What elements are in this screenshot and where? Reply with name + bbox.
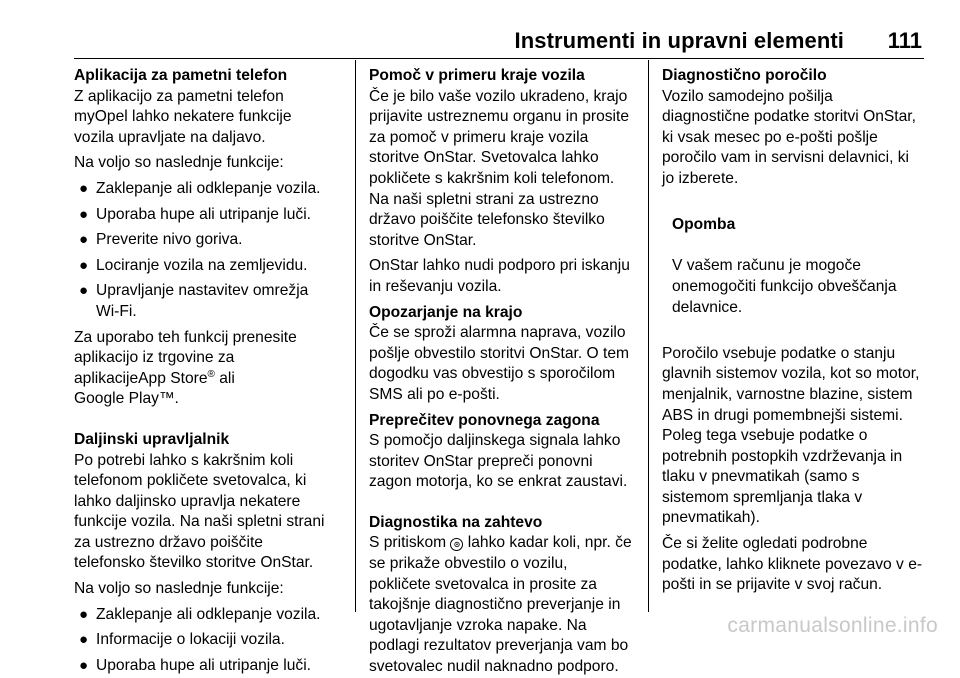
note-title: Opomba xyxy=(672,216,736,234)
bullet-icon: ● xyxy=(79,179,89,197)
diagnostics-body: S pritiskom ⊙ lahko kadar koli, npr. če se prikaže obvestilo o vozilu, pokličete svetovalca in prosite za takojšnje diagnostično preverjanje in ugotavljanje vzroka napake. Na podlagi rezultatov preverjanja vam bo svetovalec nudil naknadno podporo. xyxy=(369,534,632,676)
remote-features-lead: Na voljo so naslednje funkcije: xyxy=(74,580,284,598)
list-item: ● Uporaba hupe ali utripanje luči. xyxy=(74,205,346,226)
remote-feature-list xyxy=(74,605,346,677)
section-heading-alarm: Opozarjanje na krajo xyxy=(369,303,523,321)
restart-body: S pomočjo daljinskega signala lahko storitev OnStar prepreči ponovni zagon motorja, ko se enkrat zaustavi. xyxy=(369,432,628,491)
section-heading-diagnostics: Diagnostika na zahtevo xyxy=(369,513,543,531)
column-3 xyxy=(662,66,936,596)
theft-body-2: OnStar lahko nudi podporo pri iskanju in reševanju vozila. xyxy=(369,257,630,295)
list-item: ● Zaklepanje ali odklepanje vozila. xyxy=(74,605,346,626)
bullet-icon: ● xyxy=(79,256,89,274)
column-2 xyxy=(369,66,645,678)
alarm-body: Če se sproži alarmna naprava, vozilo pošlje obvestilo storitvi OnStar. O tem dogodku vas obvestijo s sporočilom SMS ali po e-pošti. xyxy=(369,324,629,403)
report-body: Vozilo samodejno pošilja diagnostične podatke storitvi OnStar, ki vsak mesec po e-pošti pošlje poročilo vam in servisni delavnici, ki jo izberete. xyxy=(662,87,916,187)
app-features-lead: Na voljo so naslednje funkcije: xyxy=(74,154,284,172)
bullet-icon: ● xyxy=(79,656,89,674)
note-body: V vašem računu je mogoče onemogočiti funkcijo obveščanja delavnice. xyxy=(672,257,897,316)
list-item: ● Informacije o lokaciji vozila. xyxy=(74,630,346,651)
column-divider-2 xyxy=(648,60,649,612)
app-download-text: Za uporabo teh funkcij prenesite aplikacijo iz trgovine za aplikacijeApp Store® ali Google Play™. xyxy=(74,328,297,408)
bullet-icon: ● xyxy=(79,282,89,300)
list-item: ● Preverite nivo goriva. xyxy=(74,230,346,251)
bullet-icon: ● xyxy=(79,231,89,249)
section-heading-restart: Preprečitev ponovnega zagona xyxy=(369,411,600,429)
section-heading-theft: Pomoč v primeru kraje vozila xyxy=(369,67,585,84)
list-item: ● Lociranje vozila na zemljevidu. xyxy=(74,256,346,277)
theft-body: Če je bilo vaše vozilo ukradeno, krajo prijavite ustreznemu organu in prosite za pomoč v primeru kraje vozila storitve OnStar. Svetovalca lahko pokličete s kakršnim koli telefonom. Na naši spletni strani za ustrezno državo poiščite telefonsko številko storitve OnStar. xyxy=(369,87,630,249)
header-rule xyxy=(74,58,924,59)
column-1 xyxy=(74,66,346,676)
report-body-3: Če si želite ogledati podrobne podatke, lahko kliknete povezavo v e- pošti in se prijavite v svoj račun. xyxy=(662,535,923,594)
bullet-icon: ● xyxy=(79,631,89,649)
bullet-icon: ● xyxy=(79,205,89,223)
remote-intro: Po potrebi lahko s kakršnim koli telefonom pokličete svetovalca, ki lahko daljinsko upravlja nekatere funkcije vozila. Na naši spletni strani za ustrezno državo poiščite telefonsko številko storitve OnStar. xyxy=(74,451,325,572)
note-box xyxy=(662,195,936,339)
list-item: ● Zaklepanje ali odklepanje vozila. xyxy=(74,179,346,200)
page-number: 111 xyxy=(887,28,922,53)
section-heading-remote: Daljinski upravljalnik xyxy=(74,430,230,448)
onstar-button-icon: ⊙ xyxy=(450,538,463,551)
app-feature-list xyxy=(74,179,346,323)
list-item: ● Uporaba hupe ali utripanje luči. xyxy=(74,656,346,677)
page-title: Instrumenti in upravni elementi xyxy=(514,28,844,53)
section-heading-app: Aplikacija za pametni telefon xyxy=(74,67,288,84)
list-item: ● Upravljanje nastavitev omrežja Wi-Fi. xyxy=(79,282,309,320)
column-divider-1 xyxy=(355,60,356,612)
page-header xyxy=(0,0,960,60)
app-intro: Z aplikacijo za pametni telefon myOpel lahko nekatere funkcije vozila upravljate na daljavo. xyxy=(74,87,292,146)
watermark: carmanualsonline.info xyxy=(727,614,938,637)
section-heading-report: Diagnostično poročilo xyxy=(662,67,827,84)
report-body-2: Poročilo vsebuje podatke o stanju glavnih sistemov vozila, kot so motor, menjalnik, varnostne blazine, sistem ABS in drugi pomembnejši sistemi. Poleg tega vsebuje podatke o potrebnih postopkih vzdrževanja in tlaku v pnevmatikah (samo s sistemom spremljanja tlaka v pnevmatikah). xyxy=(662,344,920,527)
bullet-icon: ● xyxy=(79,605,89,623)
